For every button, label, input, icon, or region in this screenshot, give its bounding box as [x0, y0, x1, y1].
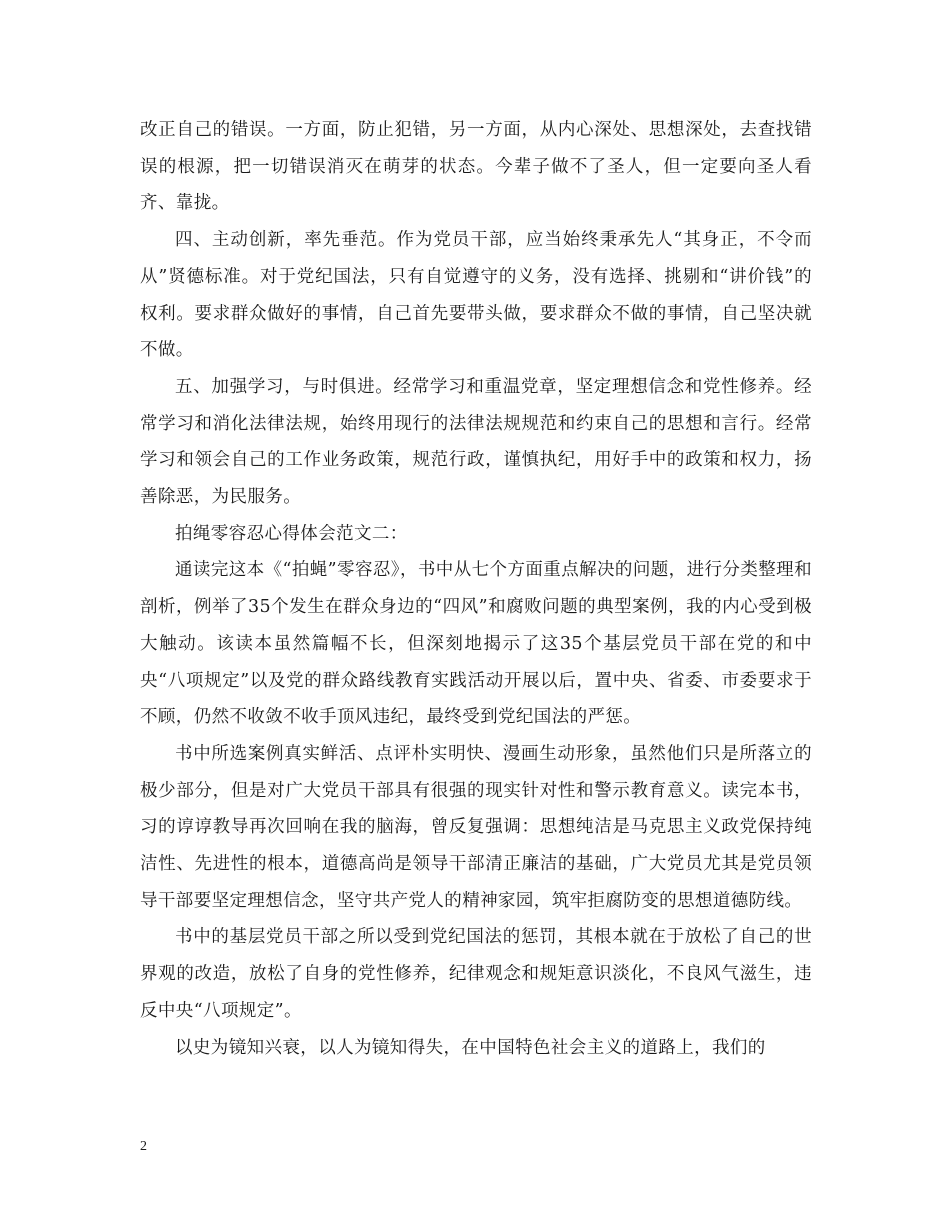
page-number: 2	[140, 1139, 147, 1154]
paragraph-continuation: 改正自己的错误。一方面，防止犯错，另一方面，从内心深处、思想深处，去查找错误的根源，把一切错误消灭在萌芽的状态。今辈子做不了圣人，但一定要向圣人看齐、靠拢。	[140, 120, 812, 214]
paragraph-book-cases: 书中所选案例真实鲜活、点评朴实明快、漫画生动形象，虽然他们只是所落立的极少部分，但是对广大党员干部具有很强的现实针对性和警示教育意义。读完本书，习的谆谆教导再次回响在我的脑海，曾反复强调：思想纯洁是马克思主义政党保持纯洁性、先进性的根本，道德高尚是领导干部清正廉洁的基础，广大党员尤其是党员领导干部要坚定理想信念，坚守共产党人的精神家园，筑牢拒腐防变的思想道德防线。	[140, 743, 812, 911]
paragraph-point-five: 五、加强学习，与时俱进。经常学习和重温党章，坚定理想信念和党性修养。经常学习和消化法律法规，始终用现行的法律法规规范和约束自己的思想和言行。经常学习和领会自己的工作业务政策，规范行政，谨慎执纪，用好手中的政策和权力，扬善除恶，为民服务。	[140, 376, 812, 508]
paragraph-point-four: 四、主动创新，率先垂范。作为党员干部，应当始终秉承先人“其身正，不令而从”贤德标准。对于党纪国法，只有自觉遵守的义务，没有选择、挑剔和“讲价钱”的权利。要求群众做好的事情，自己首先要带头做，要求群众不做的事情，自己坚决就不做。	[140, 230, 812, 361]
section-heading-sample-two: 拍绳零容忍心得体会范文二：	[175, 523, 408, 544]
paragraph-book-summary: 通读完这本《“拍蝇”零容忍》，书中从七个方面重点解决的问题，进行分类整理和剖析，例举了35个发生在群众身边的“四风”和腐败问题的典型案例，我的内心受到极大触动。该读本虽然篇幅不长，但深刻地揭示了这35个基层党员干部在党的和中央“八项规定”以及党的群众路线教育实践活动开展以后，置中央、省委、市委要求于不顾，仍然不收敛不收手顶风违纪，最终受到党纪国法的严惩。	[140, 560, 812, 728]
paragraph-root-cause: 书中的基层党员干部之所以受到党纪国法的惩罚，其根本就在于放松了自己的世界观的改造，放松了自身的党性修养，纪律观念和规矩意识淡化，不良风气滋生，违反中央“八项规定”。	[140, 927, 812, 1021]
paragraph-history-mirror: 以史为镜知兴衰，以人为镜知得失，在中国特色社会主义的道路上，我们的	[175, 1037, 766, 1058]
document-body	[140, 112, 812, 1066]
